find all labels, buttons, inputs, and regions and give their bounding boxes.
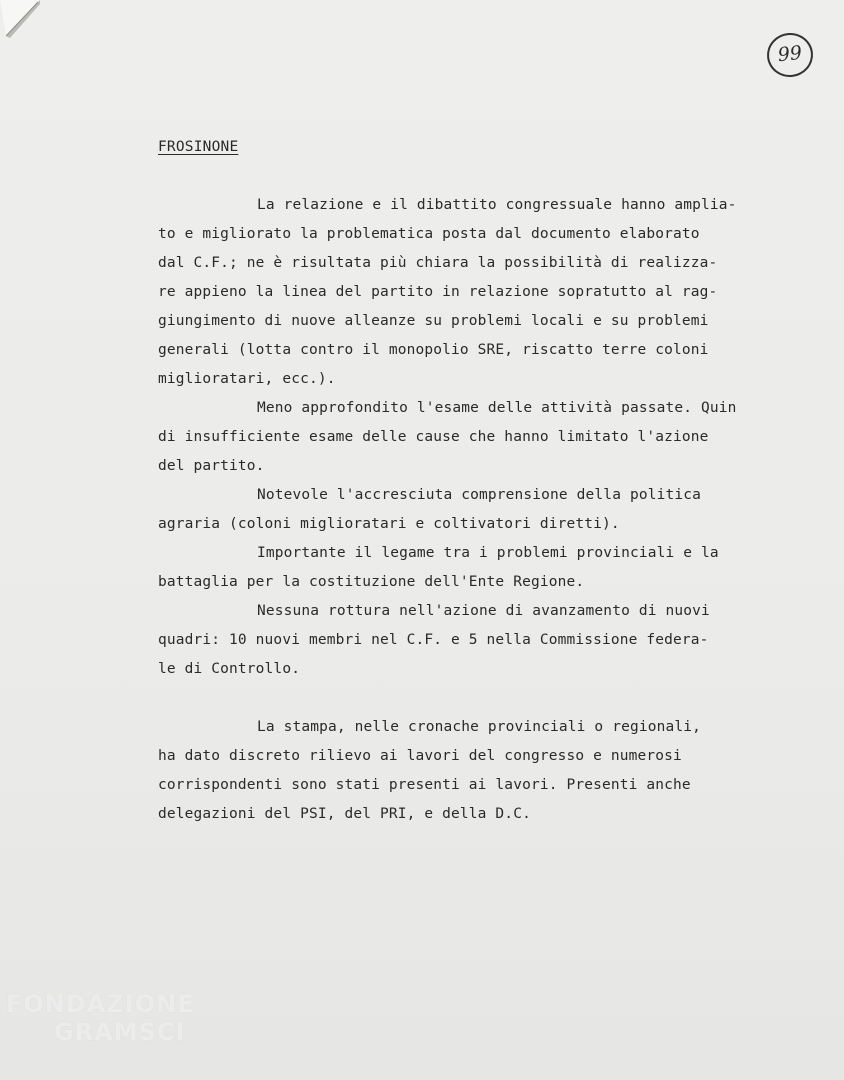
text-line: Notevole l'accresciuta comprensione della politica	[257, 487, 701, 503]
folded-corner	[0, 0, 40, 42]
watermark-line-2: GRAMSCI	[54, 1018, 186, 1046]
text-line: le di Controllo.	[158, 661, 301, 677]
text-line: quadri: 10 nuovi membri nel C.F. e 5 nella Commissione federa-	[158, 632, 709, 648]
paragraph	[158, 191, 798, 394]
text-line: corrispondenti sono stati presenti ai lavori. Presenti anche	[158, 777, 691, 793]
text-line: Importante il legame tra i problemi provinciali e la	[257, 545, 719, 561]
paragraph	[158, 597, 798, 684]
paragraph	[158, 713, 798, 829]
text-line: to e migliorato la problematica posta dal documento elaborato	[158, 226, 700, 242]
page-title: FROSINONE	[158, 139, 239, 155]
paragraph	[158, 394, 798, 481]
body-text	[158, 191, 798, 829]
text-line: Meno approfondito l'esame delle attività passate. Quin	[257, 400, 737, 416]
text-line: dal C.F.; ne è risultata più chiara la possibilità di realizza-	[158, 255, 718, 271]
fondazione-gramsci-watermark	[6, 990, 195, 1046]
text-line: di insufficiente esame delle cause che hanno limitato l'azione	[158, 429, 709, 445]
handwritten-page-number: 99	[765, 31, 815, 80]
text-line: del partito.	[158, 458, 265, 474]
text-line: Nessuna rottura nell'azione di avanzamento di nuovi	[257, 603, 710, 619]
text-line: La stampa, nelle cronache provinciali o regionali,	[257, 719, 701, 735]
paragraph-gap	[158, 684, 798, 713]
text-line: delegazioni del PSI, del PRI, e della D.C.	[158, 806, 531, 822]
text-line: La relazione e il dibattito congressuale hanno amplia-	[257, 197, 737, 213]
text-line: agraria (coloni miglioratari e coltivatori diretti).	[158, 516, 620, 532]
paragraph	[158, 481, 798, 539]
paragraph	[158, 539, 798, 597]
text-line: generali (lotta contro il monopolio SRE, riscatto terre coloni	[158, 342, 709, 358]
text-line: battaglia per la costituzione dell'Ente Regione.	[158, 574, 585, 590]
text-line: re appieno la linea del partito in relazione sopratutto al rag-	[158, 284, 718, 300]
text-line: giungimento di nuove alleanze su problemi locali e su problemi	[158, 313, 709, 329]
watermark-line-1: FONDAZIONE	[6, 990, 195, 1018]
text-line: miglioratari, ecc.).	[158, 371, 336, 387]
text-line: ha dato discreto rilievo ai lavori del congresso e numerosi	[158, 748, 682, 764]
